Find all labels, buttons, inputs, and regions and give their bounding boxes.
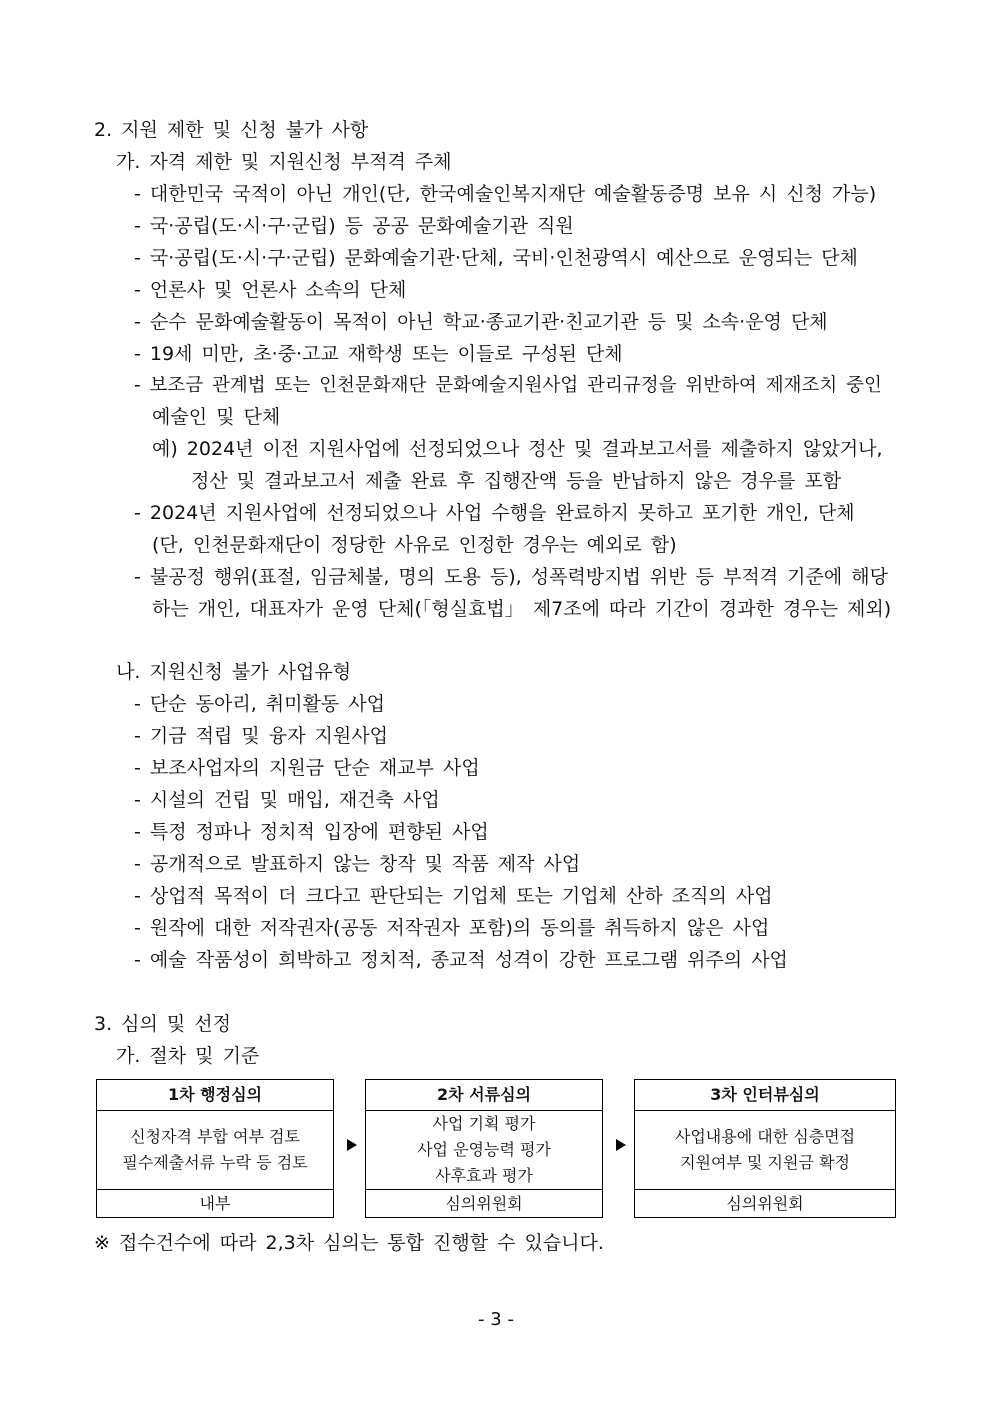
ineligible-item: - 불공정 행위(표절, 임금체불, 명의 도용 등), 성폭력방지법 위반 등 부적격 기준에 해당 — [134, 566, 888, 588]
ineligible-item-continuation: 예술인 및 단체 — [152, 406, 281, 428]
stage-criteria — [635, 1111, 895, 1190]
excluded-project-item: - 원작에 대한 저작권자(공동 저작권자 포함)의 동의를 취득하지 않은 사업 — [134, 917, 770, 939]
stage-reviewer: 내부 — [199, 1194, 231, 1213]
stage-criterion: 사업내용에 대한 심층면접 — [674, 1127, 856, 1146]
right-triangle-icon — [347, 1139, 357, 1151]
ineligible-item: - 순수 문화예술활동이 목적이 아닌 학교·종교기관·친교기관 등 및 소속·운영 단체 — [134, 311, 828, 333]
section-2b-heading: 나. 지원신청 불가 사업유형 — [116, 661, 352, 683]
stage-criterion: 신청자격 부합 여부 검토 — [130, 1127, 300, 1146]
ineligible-item: - 국·공립(도·시·구·군립) 문화예술기관·단체, 국비·인천광역시 예산으로 운영되는 단체 — [134, 247, 858, 269]
ineligible-item-continuation: (단, 인천문화재단이 정당한 사유로 인정한 경우는 예외로 함) — [152, 534, 677, 556]
stage-criterion: 사업 운영능력 평가 — [417, 1140, 551, 1159]
stage-title: 3차 인터뷰심의 — [635, 1080, 895, 1111]
ineligible-item-continuation: 하는 개인, 대표자가 운영 단체(「형실효법」 제7조에 따라 기간이 경과한 경우는 제외) — [152, 598, 892, 620]
stage-criterion: 필수제출서류 누락 등 검토 — [122, 1153, 308, 1172]
stage-criterion: 사업 기획 평가 — [432, 1114, 536, 1133]
review-process-flow — [96, 1079, 896, 1218]
review-stage-2 — [365, 1079, 603, 1218]
ineligible-item: - 19세 미만, 초·중·고교 재학생 또는 이들로 구성된 단체 — [134, 343, 623, 365]
section-2a-heading: 가. 자격 제한 및 지원신청 부적격 주체 — [116, 151, 452, 173]
review-stage-3 — [634, 1079, 896, 1218]
excluded-project-item: - 단순 동아리, 취미활동 사업 — [134, 693, 385, 715]
stage-criterion: 지원여부 및 지원금 확정 — [680, 1153, 850, 1172]
ineligible-item: - 2024년 지원사업에 선정되었으나 사업 수행을 완료하지 못하고 포기한 개인, 단체 — [134, 502, 855, 524]
ineligible-item: - 보조금 관계법 또는 인천문화재단 문화예술지원사업 관리규정을 위반하여 제재조치 중인 — [134, 375, 882, 396]
example-line: 정산 및 결과보고서 제출 완료 후 집행잔액 등을 반납하지 않은 경우를 포함 — [191, 470, 842, 492]
stage-reviewer: 심의위원회 — [445, 1194, 523, 1213]
ineligible-item: - 국·공립(도·시·구·군립) 등 공공 문화예술기관 직원 — [134, 215, 574, 237]
page-number: - 3 - — [478, 1309, 514, 1330]
excluded-project-item: - 공개적으로 발표하지 않는 창작 및 작품 제작 사업 — [134, 853, 581, 875]
stage-criteria — [366, 1111, 602, 1190]
section-3a-heading: 가. 절차 및 기준 — [116, 1045, 260, 1067]
excluded-project-item: - 시설의 건립 및 매입, 재건축 사업 — [134, 789, 440, 811]
stage-reviewer: 심의위원회 — [726, 1194, 804, 1213]
excluded-project-item: - 기금 적립 및 융자 지원사업 — [134, 725, 388, 747]
example-line: 예) 2024년 이전 지원사업에 선정되었으나 정산 및 결과보고서를 제출하지 않았거나, — [152, 438, 883, 460]
stage-criteria — [97, 1111, 333, 1190]
excluded-project-item: - 상업적 목적이 더 크다고 판단되는 기업체 또는 기업체 산하 조직의 사업 — [134, 885, 773, 907]
right-triangle-icon — [616, 1139, 626, 1151]
ineligible-item: - 대한민국 국적이 아닌 개인(단, 한국예술인복지재단 예술활동증명 보유 시 신청 가능) — [134, 183, 877, 205]
ineligible-item: - 언론사 및 언론사 소속의 단체 — [134, 279, 407, 301]
section-2-heading: 2. 지원 제한 및 신청 불가 사항 — [94, 119, 369, 141]
stage-criterion: 사후효과 평가 — [435, 1166, 533, 1185]
excluded-project-item: - 예술 작품성이 희박하고 정치적, 종교적 성격이 강한 프로그램 위주의 사업 — [134, 949, 788, 971]
section-3-heading: 3. 심의 및 선정 — [94, 1013, 232, 1035]
excluded-project-item: - 특정 정파나 정치적 입장에 편향된 사업 — [134, 821, 489, 843]
stage-title: 1차 행정심의 — [97, 1080, 333, 1111]
excluded-project-item: - 보조사업자의 지원금 단순 재교부 사업 — [134, 757, 480, 779]
review-note: ※ 접수건수에 따라 2,3차 심의는 통합 진행할 수 있습니다. — [94, 1232, 604, 1254]
stage-title: 2차 서류심의 — [366, 1080, 602, 1111]
review-stage-1 — [96, 1079, 334, 1218]
